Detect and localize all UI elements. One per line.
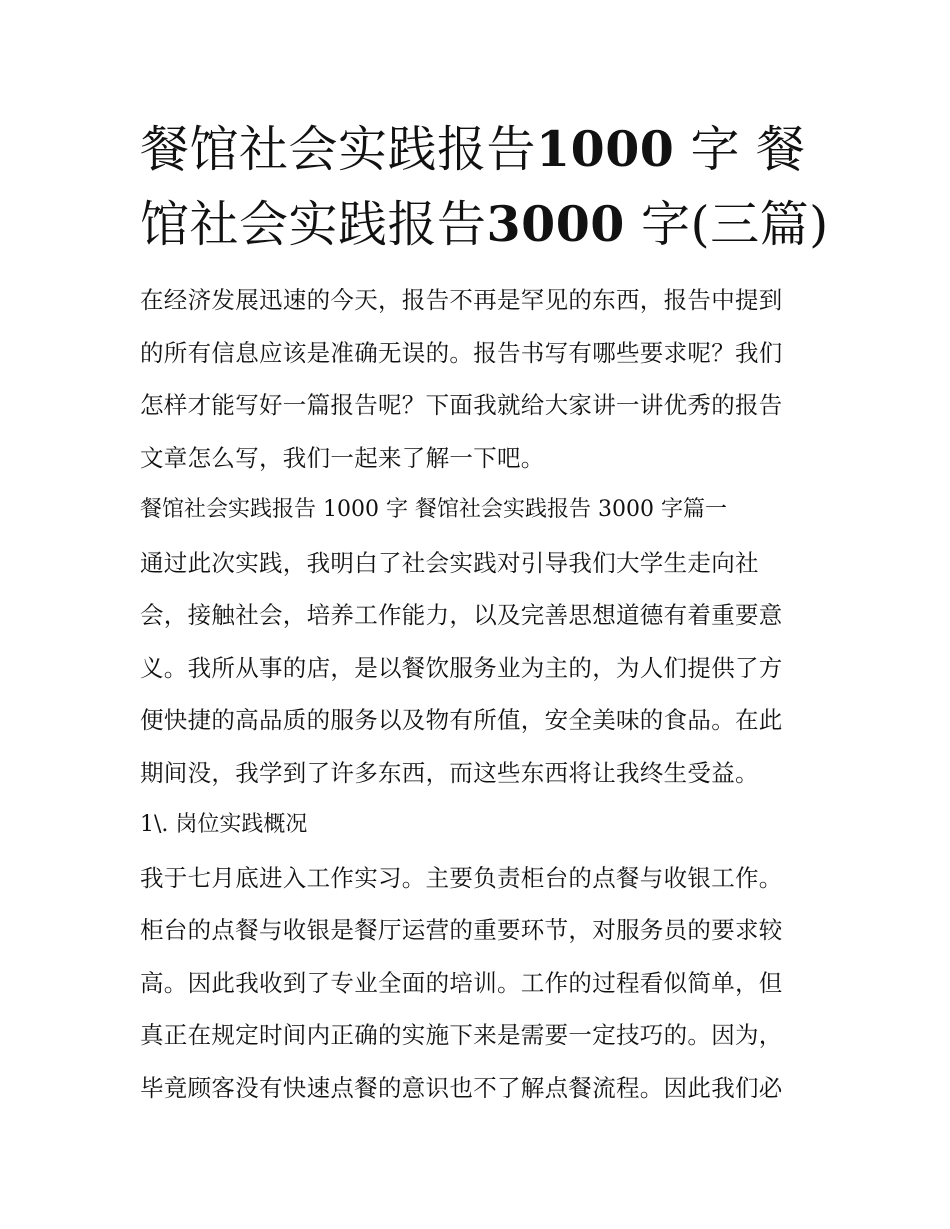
paragraph-2-line: 真正在规定时间内正确的实施下来是需要一定技巧的。因为， — [140, 1021, 783, 1049]
paragraph-1 — [140, 537, 815, 800]
paragraph-2 — [140, 852, 815, 1115]
title-line-1 — [140, 112, 815, 187]
document-content — [140, 112, 829, 1114]
paragraph-1-line: 义。我所从事的店，是以餐饮服务业为主的，为人们提供了方 — [140, 653, 783, 682]
intro-line: 的所有信息应该是准确无误的。报告书写有哪些要求呢？我们 — [140, 338, 783, 367]
intro-line: 文章怎么写，我们一起来了解一下吧。 — [140, 443, 545, 472]
intro-line: 怎样才能写好一篇报告呢？下面我就给大家讲一讲优秀的报告 — [140, 391, 783, 419]
title-line-1-number: 1000 — [536, 120, 675, 178]
intro-line: 在经济发展迅速的今天，报告不再是罕见的东西，报告中提到 — [140, 286, 783, 314]
title-line-2-suffix: 字(三篇) — [624, 196, 829, 253]
intro-paragraph — [140, 274, 815, 484]
paragraph-2-line: 高。因此我收到了专业全面的培训。工作的过程看似简单，但 — [140, 968, 783, 997]
title-line-2-text: 馆社会实践报告 — [140, 196, 487, 253]
title-line-2-number: 3000 — [486, 195, 625, 253]
title-line-2 — [140, 187, 829, 262]
title-line-1-suffix: 字 餐 — [674, 121, 806, 178]
document-title — [140, 112, 829, 262]
paragraph-1-line: 通过此次实践，我明白了社会实践对引导我们大学生走向社 — [140, 548, 759, 577]
paragraph-2-line: 毕竟顾客没有快速点餐的意识也不了解点餐流程。因此我们必 — [140, 1073, 783, 1102]
paragraph-2-line: 我于七月底进入工作实习。主要负责柜台的点餐与收银工作。 — [140, 863, 783, 892]
section-heading: 餐馆社会实践报告 1000 字 餐馆社会实践报告 3000 字篇一 — [140, 497, 727, 522]
paragraph-1-line: 期间没，我学到了许多东西，而这些东西将让我终生受益。 — [140, 758, 759, 787]
subheading-position-overview: 1\. 岗位实践概况 — [140, 812, 308, 837]
paragraph-1-line: 便快捷的高品质的服务以及物有所值，安全美味的食品。在此 — [140, 706, 783, 734]
paragraph-1-line: 会，接触社会，培养工作能力，以及完善思想道德有着重要意 — [140, 601, 783, 629]
paragraph-2-line: 柜台的点餐与收银是餐厅运营的重要环节，对服务员的要求较 — [140, 916, 783, 944]
title-line-1-text: 餐馆社会实践报告 — [140, 121, 537, 178]
